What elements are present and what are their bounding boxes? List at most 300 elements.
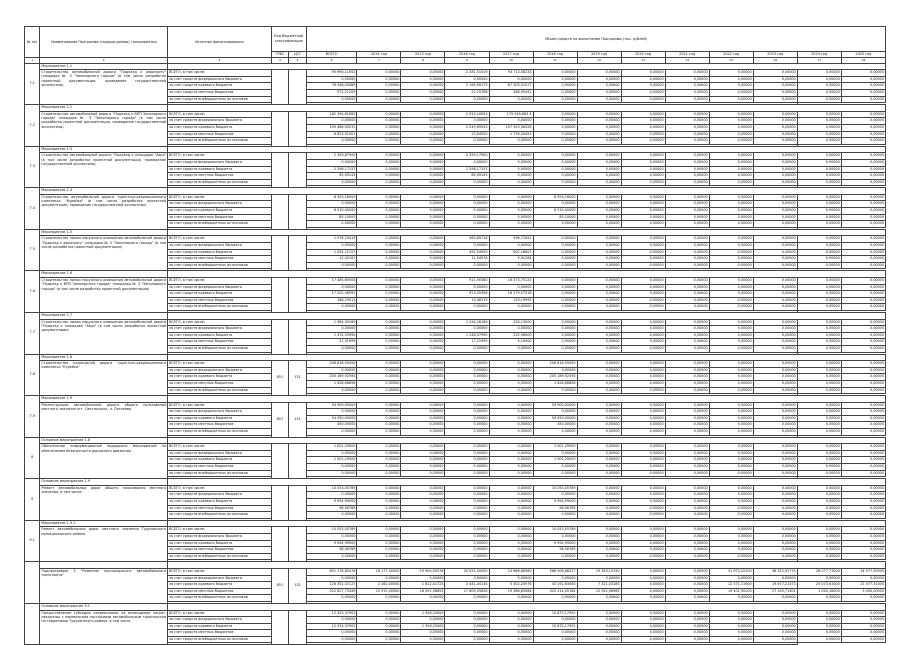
year-value: 0,00000 — [577, 111, 621, 118]
year-value: 0,00000 — [577, 409, 621, 416]
year-value: 0,00000 — [841, 450, 885, 457]
year-value: 0,00000 — [797, 505, 841, 512]
program-item-name: Строительство автомобильной дороги "Подъезд к аэропорту" площадка № 3 "Заполярного города" (в том числе разработка проектной документации, проведение государственной экспертизы) — [40, 70, 168, 105]
year-value: 9 954,99000 — [533, 499, 577, 506]
total-value: 0,00000 — [306, 464, 357, 471]
year-value: 0,00000 — [665, 256, 709, 263]
header-index-cell: 3 — [168, 57, 271, 63]
year-value: 0,00000 — [753, 470, 797, 477]
year-value: 0,00000 — [709, 533, 753, 540]
header-index-cell: 11 — [533, 57, 577, 63]
year-value: 0,00000 — [401, 402, 445, 409]
year-value: 0,00000 — [445, 444, 489, 451]
year-value: 0,00000 — [621, 533, 665, 540]
year-value: 0,00000 — [401, 505, 445, 512]
funding-source: ВСЕГО, в том числе: — [168, 111, 271, 118]
empty-cell — [168, 312, 886, 319]
header-index-cell: 2 — [40, 57, 168, 63]
header-index-cell: 8 — [401, 57, 445, 63]
year-value: 0,00000 — [621, 409, 665, 416]
year-value: 0,00000 — [709, 291, 753, 298]
grbs-code — [271, 319, 289, 354]
year-value: 23,04550 — [445, 131, 489, 138]
year-value: 0,00000 — [621, 111, 665, 118]
year-value: 0,00000 — [841, 361, 885, 368]
year-value: 0,00000 — [841, 201, 885, 208]
year-value: 0,00000 — [357, 374, 401, 381]
year-value: 0,00000 — [753, 214, 797, 221]
year-value: 27 245,71401 — [753, 588, 797, 595]
year-value: 0,00000 — [621, 131, 665, 138]
row-number: 9.1 — [25, 520, 40, 562]
program-item-name: Реконструкция автомобильной дороги общего пользования местного значения пгт. Светлогорск, п. Потапово — [40, 402, 168, 437]
year-value: 0,00000 — [797, 124, 841, 131]
year-value: 0,00000 — [797, 339, 841, 346]
year-value: 0,00000 — [797, 304, 841, 311]
year-value: 0,00000 — [489, 153, 533, 160]
year-value: 0,00000 — [401, 249, 445, 256]
year-value: 0,00000 — [445, 540, 489, 547]
year-value: 0,00000 — [665, 83, 709, 90]
program-item-name: Строительство подъездной дороги туристско-рекреационного комплекса "Курейка" — [40, 361, 168, 396]
year-value: 0,00000 — [401, 470, 445, 477]
year-value: 98,06789 — [533, 547, 577, 554]
year-value: 0,00000 — [709, 249, 753, 256]
empty-cell — [168, 479, 886, 486]
row-number: 7.4 — [25, 188, 40, 230]
program-item-name: Ремонт автомобильных дорог местного значения Туруханского муниципального района — [40, 527, 168, 562]
year-value: 0,00000 — [665, 70, 709, 77]
total-value: 0,00000 — [306, 284, 357, 291]
year-value: 0,00000 — [665, 630, 709, 637]
total-value: 0,00000 — [306, 450, 357, 457]
year-value: 0,00000 — [709, 422, 753, 429]
year-value: 0,00000 — [577, 540, 621, 547]
year-value: 0,00000 — [357, 256, 401, 263]
table-row — [25, 70, 886, 77]
year-value: 0,00000 — [401, 527, 445, 534]
year-value: 0,00000 — [577, 450, 621, 457]
year-value: 1 248,57990 — [445, 332, 489, 339]
year-value: 1 812,41723 — [401, 582, 445, 589]
year-value: 0,00000 — [445, 159, 489, 166]
year-value: 0,00000 — [577, 159, 621, 166]
year-value: 0,00000 — [797, 249, 841, 256]
year-value: 0,00000 — [445, 457, 489, 464]
year-value: 0,00000 — [401, 339, 445, 346]
year-value: 8 510,00000 — [533, 208, 577, 215]
year-value: 568 506,68227 — [533, 568, 577, 575]
year-value: 0,00000 — [841, 319, 885, 326]
year-value: 0,00000 — [709, 429, 753, 436]
year-value: 0,00000 — [489, 284, 533, 291]
year-value: 0,00000 — [401, 444, 445, 451]
cst-code: 131 — [289, 402, 307, 437]
year-value: 0,00000 — [577, 610, 621, 617]
total-value: 95 990,11652 — [306, 70, 357, 77]
year-value: 0,00000 — [621, 236, 665, 243]
year-value: 0,00000 — [401, 262, 445, 269]
year-value: 0,00000 — [709, 512, 753, 519]
year-value: 0,00000 — [797, 76, 841, 83]
block-title: Мероприятие 1.2 — [40, 105, 168, 112]
year-value: 0,00000 — [797, 291, 841, 298]
year-value: 0,00000 — [357, 422, 401, 429]
year-value: 0,00000 — [533, 256, 577, 263]
year-value: 0,00000 — [401, 485, 445, 492]
year-value: 0,00000 — [445, 201, 489, 208]
year-value: 0,00000 — [533, 236, 577, 243]
block-title-row — [25, 146, 886, 153]
year-value: 0,00000 — [621, 374, 665, 381]
total-value: 450,00000 — [306, 422, 357, 429]
total-value: 10 053,05789 — [306, 485, 357, 492]
year-value: 0,00000 — [665, 284, 709, 291]
year-value: 9 954,99000 — [533, 540, 577, 547]
funding-source: ВСЕГО, в том числе: — [168, 194, 271, 201]
year-value: 0,00000 — [797, 96, 841, 103]
year-value: 0,00000 — [533, 70, 577, 77]
year-value: 1 628,66856 — [533, 380, 577, 387]
year-value: 0,00000 — [445, 492, 489, 499]
year-value: 0,00000 — [709, 499, 753, 506]
year-value: 0,00000 — [533, 89, 577, 96]
year-value: 0,00000 — [401, 464, 445, 471]
year-value: 0,00000 — [533, 278, 577, 285]
year-value: 0,00000 — [445, 118, 489, 125]
year-value: 0,00000 — [401, 153, 445, 160]
year-value: 0,00000 — [577, 236, 621, 243]
table-row — [25, 361, 886, 368]
year-value: 1 558,20000 — [401, 610, 445, 617]
total-value: 6 823,31901 — [306, 131, 357, 138]
year-value: 0,00000 — [665, 89, 709, 96]
year-value: 0,00000 — [753, 617, 797, 624]
funding-source: за счет средств федерального бюджета — [168, 76, 271, 83]
total-value: 17 485,65504 — [306, 278, 357, 285]
year-value: 0,00000 — [797, 138, 841, 145]
year-value: 0,00000 — [445, 243, 489, 250]
year-value: 0,00000 — [753, 111, 797, 118]
year-value: 10 053,05789 — [533, 527, 577, 534]
year-value: 0,00000 — [797, 214, 841, 221]
year-value: 0,00000 — [709, 547, 753, 554]
year-value: 0,00000 — [401, 131, 445, 138]
year-value: 26 077,77000 — [797, 568, 841, 575]
block-title: Мероприятие 1.5 — [40, 229, 168, 236]
empty-cell — [168, 105, 886, 112]
funding-source: за счет средств федерального бюджета — [168, 159, 271, 166]
total-value: 182 394,61683 — [306, 111, 357, 118]
year-value: 0,00000 — [401, 387, 445, 394]
funding-source: за счет средств внебюджетных источников — [168, 553, 271, 560]
year-value: 0,00000 — [709, 380, 753, 387]
year-value: 0,00000 — [533, 96, 577, 103]
year-value: 0,00000 — [489, 512, 533, 519]
year-value: 5,01264 — [489, 256, 533, 263]
year-value: 0,00000 — [445, 76, 489, 83]
year-value: 0,00000 — [753, 623, 797, 630]
year-value: 0,00000 — [533, 304, 577, 311]
total-value: 85,10000 — [306, 214, 357, 221]
header-code-group: Код бюджетной классификации — [271, 27, 306, 52]
program-item-name: Подпрограмма 3 "Развитие пассажирского автомобильного транспорта" — [40, 568, 168, 603]
funding-source: за счет средств краевого бюджета — [168, 124, 271, 131]
year-value: 0,00000 — [489, 201, 533, 208]
total-value: 0,00000 — [306, 118, 357, 125]
total-value: 1 054,21157 — [306, 249, 357, 256]
year-value: 0,00000 — [533, 464, 577, 471]
header-index-cell: 12 — [577, 57, 621, 63]
year-value: 19 363,10150 — [577, 568, 621, 575]
year-value: 0,00000 — [841, 595, 885, 602]
year-value: 0,00000 — [445, 429, 489, 436]
cst-code — [289, 111, 307, 146]
year-value: 0,00000 — [665, 444, 709, 451]
year-value: 0,00000 — [621, 387, 665, 394]
year-value: 0,00000 — [621, 575, 665, 582]
year-value: 10 053,05789 — [533, 485, 577, 492]
empty-cell — [168, 146, 886, 153]
year-value: 8 593,16000 — [533, 194, 577, 201]
year-value: 205 189,92594 — [533, 374, 577, 381]
year-value: 0,00000 — [841, 339, 885, 346]
header-name: Наименование Программы (подпрограммы) / мероприятия — [40, 27, 168, 58]
year-value: 0,00000 — [753, 89, 797, 96]
year-value: 0,00000 — [665, 568, 709, 575]
year-value: 0,00000 — [445, 636, 489, 643]
year-value: 0,00000 — [709, 304, 753, 311]
year-value: 0,00000 — [357, 547, 401, 554]
year-value: 230,13000 — [489, 319, 533, 326]
year-value: 0,00000 — [797, 485, 841, 492]
year-value: 0,00000 — [533, 595, 577, 602]
cst-code — [289, 194, 307, 229]
header-cst: ЦСТ — [289, 52, 307, 58]
year-value: 0,00000 — [401, 304, 445, 311]
year-value: 0,00000 — [753, 297, 797, 304]
year-value: 0,00000 — [709, 595, 753, 602]
year-value: 0,00000 — [709, 297, 753, 304]
year-value: 0,00000 — [665, 374, 709, 381]
year-value: 0,00000 — [665, 429, 709, 436]
year-value: 0,00000 — [665, 450, 709, 457]
year-value: 0,00000 — [753, 553, 797, 560]
year-value: 0,00000 — [753, 70, 797, 77]
year-value: 0,00000 — [533, 339, 577, 346]
year-value: 268,95441 — [489, 89, 533, 96]
year-value: 0,00000 — [533, 332, 577, 339]
table-row — [25, 194, 886, 201]
year-value: 1 001,29000 — [533, 444, 577, 451]
year-value: 0,00000 — [621, 505, 665, 512]
funding-source: за счет средств местных бюджетов — [168, 630, 271, 637]
year-value: 0,00000 — [489, 429, 533, 436]
year-value: 0,00000 — [841, 304, 885, 311]
year-value: 0,00000 — [709, 444, 753, 451]
year-value: 0,00000 — [709, 367, 753, 374]
grbs-code — [271, 278, 289, 313]
funding-source: за счет средств местных бюджетов — [168, 380, 271, 387]
year-value: 0,00000 — [709, 387, 753, 394]
year-value: 0,00000 — [797, 402, 841, 409]
year-value: 0,00000 — [665, 492, 709, 499]
header-year: 2018 год — [533, 52, 577, 58]
total-value: 9 954,99000 — [306, 499, 357, 506]
year-value: 0,00000 — [577, 96, 621, 103]
year-value: 0,00000 — [489, 179, 533, 186]
funding-source: за счет средств федерального бюджета — [168, 617, 271, 624]
total-value: 0,00000 — [306, 221, 357, 228]
year-value: 0,00000 — [577, 374, 621, 381]
year-value: 0,00000 — [665, 159, 709, 166]
year-value: 0,00000 — [841, 236, 885, 243]
year-value: 0,00000 — [665, 387, 709, 394]
year-value: 2 249,89543 — [445, 124, 489, 131]
year-value: 0,00000 — [357, 464, 401, 471]
funding-source: за счет средств внебюджетных источников — [168, 470, 271, 477]
year-value: 0,00000 — [357, 221, 401, 228]
year-value: 0,00000 — [709, 243, 753, 250]
total-value: 109 486,09231 — [306, 124, 357, 131]
funding-source: за счет средств местных бюджетов — [168, 505, 271, 512]
year-value: 0,00000 — [357, 339, 401, 346]
year-value: 596,71652 — [489, 236, 533, 243]
year-value: 0,00000 — [489, 380, 533, 387]
year-value: 3 000,00000 — [841, 588, 885, 595]
year-value: 0,00000 — [533, 345, 577, 352]
year-value: 0,00000 — [753, 429, 797, 436]
year-value: 0,00000 — [445, 617, 489, 624]
header-index-cell: 14 — [665, 57, 709, 63]
table-row — [25, 153, 886, 160]
header-year: 2025 год — [841, 52, 885, 58]
total-value: 0,00000 — [306, 387, 357, 394]
year-value: 0,00000 — [357, 131, 401, 138]
total-value: 0,00000 — [306, 243, 357, 250]
year-value: 0,00000 — [401, 332, 445, 339]
funding-source: за счет средств внебюджетных источников — [168, 138, 271, 145]
year-value: 0,00000 — [665, 623, 709, 630]
year-value: 0,00000 — [841, 124, 885, 131]
year-value: 0,00000 — [357, 429, 401, 436]
block-title: Мероприятие 1.9.1 — [40, 520, 168, 527]
year-value: 11,04976 — [445, 256, 489, 263]
total-value: 0,00000 — [306, 96, 357, 103]
table-row — [25, 111, 886, 118]
year-value: 0,00000 — [797, 278, 841, 285]
funding-source: за счет средств краевого бюджета — [168, 415, 271, 422]
year-value: 0,00000 — [489, 345, 533, 352]
total-value: 76 948,43089 — [306, 83, 357, 90]
cst-code — [289, 527, 307, 562]
funding-source: за счет средств местных бюджетов — [168, 214, 271, 221]
year-value: 0,00000 — [841, 512, 885, 519]
year-value: 0,00000 — [665, 533, 709, 540]
year-value: 0,00000 — [401, 194, 445, 201]
year-value: 0,00000 — [841, 76, 885, 83]
year-value: 0,00000 — [489, 553, 533, 560]
funding-source: за счет средств краевого бюджета — [168, 623, 271, 630]
year-value: 0,00000 — [445, 179, 489, 186]
year-value: 0,00000 — [489, 76, 533, 83]
year-value: 0,00000 — [665, 304, 709, 311]
year-value: 0,00000 — [665, 505, 709, 512]
year-value: 0,00000 — [445, 450, 489, 457]
row-number: 7.5 — [25, 229, 40, 271]
year-value: 0,00000 — [665, 179, 709, 186]
year-value: 0,00000 — [577, 76, 621, 83]
year-value: 0,00000 — [357, 630, 401, 637]
year-value: 0,00000 — [489, 402, 533, 409]
year-value: 0,00000 — [577, 630, 621, 637]
year-value: 0,00000 — [533, 512, 577, 519]
year-value: 0,00000 — [357, 575, 401, 582]
year-value: 0,00000 — [753, 345, 797, 352]
year-value: 0,00000 — [841, 422, 885, 429]
year-value: 0,00000 — [841, 208, 885, 215]
total-value: 1 076,23419 — [306, 236, 357, 243]
year-value: 0,00000 — [445, 402, 489, 409]
year-value: 0,00000 — [489, 387, 533, 394]
year-value: 0,00000 — [709, 553, 753, 560]
year-value: 0,00000 — [753, 485, 797, 492]
block-title: Мероприятие 1.7 — [40, 312, 168, 319]
funding-source: ВСЕГО, в том числе: — [168, 402, 271, 409]
year-value: 0,00000 — [665, 96, 709, 103]
block-title: Мероприятие 1.6 — [40, 271, 168, 278]
empty-cell — [168, 603, 886, 610]
header-index-cell: 16 — [753, 57, 797, 63]
year-value: 0,00000 — [533, 131, 577, 138]
program-item-name: Строительство линии наружного освещения автомобильной дороги "Подъезд к ВПП Заполярного города" площадка № 3 "Заполярного города" (в том числе разработка проектной документации) — [40, 278, 168, 313]
year-value: 0,00000 — [533, 630, 577, 637]
year-value: 0,00000 — [709, 124, 753, 131]
year-value: 0,00000 — [445, 595, 489, 602]
year-value: 0,00000 — [665, 124, 709, 131]
total-value: 128 351,07127 — [306, 582, 357, 589]
year-value: 0,00000 — [709, 409, 753, 416]
total-value: 0,00000 — [306, 533, 357, 540]
funding-source: за счет средств краевого бюджета — [168, 291, 271, 298]
total-value: 205 189,92594 — [306, 374, 357, 381]
year-value: 0,00000 — [577, 166, 621, 173]
year-value: 0,00000 — [489, 208, 533, 215]
year-value: 0,00000 — [753, 236, 797, 243]
total-value: 8 593,16000 — [306, 194, 357, 201]
block-title-row — [25, 271, 886, 278]
year-value: 18 177,00000 — [357, 568, 401, 575]
year-value: 18 091,58653 — [401, 588, 445, 595]
year-value: 0,00000 — [489, 540, 533, 547]
funding-source: ВСЕГО, в том числе: — [168, 70, 271, 77]
block-title: Основное мероприятие 3.1 — [40, 603, 168, 610]
total-value: 0,00000 — [306, 326, 357, 333]
year-value: 0,00000 — [577, 173, 621, 180]
year-value: 0,00000 — [489, 457, 533, 464]
year-value: 0,00000 — [489, 166, 533, 173]
year-value: 0,00000 — [621, 623, 665, 630]
year-value: 0,00000 — [753, 415, 797, 422]
year-value: 85,10000 — [533, 214, 577, 221]
year-value: 0,00000 — [753, 96, 797, 103]
year-value: 0,00000 — [489, 485, 533, 492]
header-index-cell: 13 — [621, 57, 665, 63]
table-row — [25, 444, 886, 451]
year-value: 0,00000 — [709, 214, 753, 221]
year-value: 0,00000 — [621, 166, 665, 173]
program-item-name: Строительство автомобильной дороги "Подъезд к площадке "Аэро" (в том числе разработка проектной документации, проведение государственной экспертизы) — [40, 153, 168, 188]
